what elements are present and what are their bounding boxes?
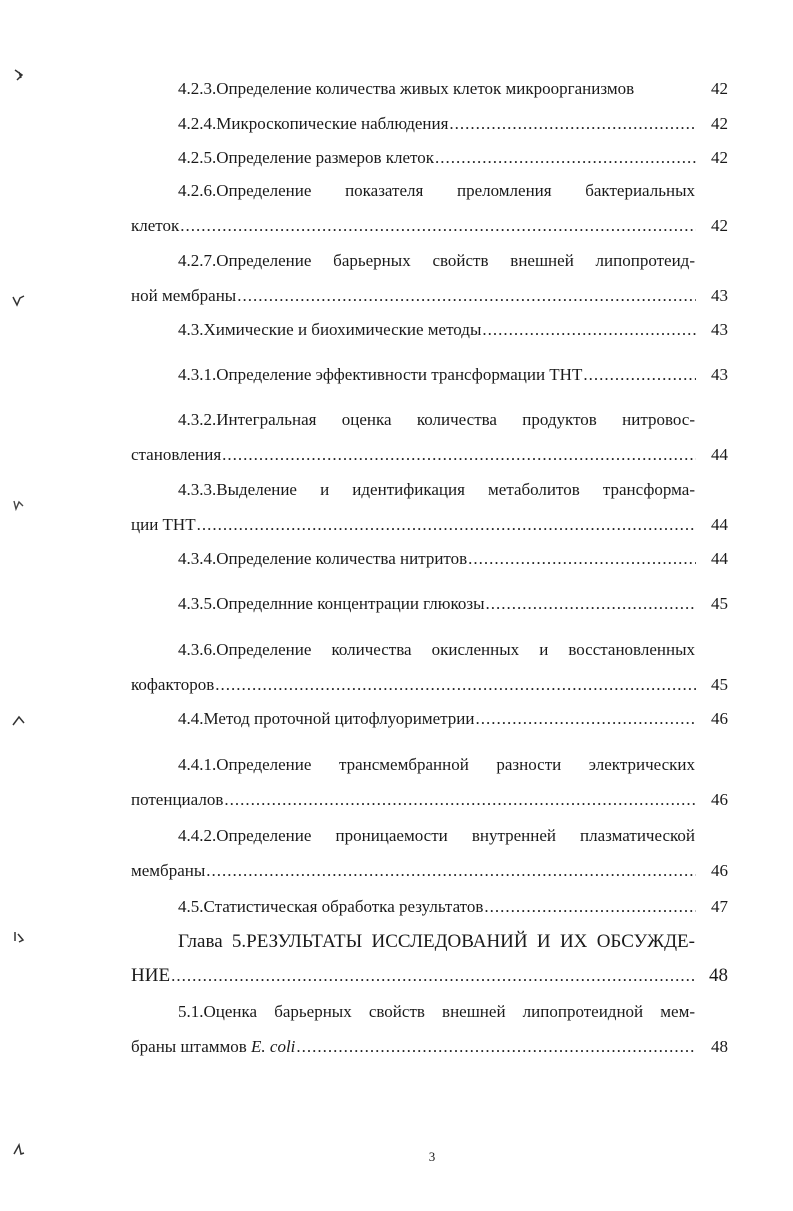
- toc-chapter-title-cont: НИЕ: [131, 965, 171, 986]
- toc-chapter-line1: [131, 930, 728, 954]
- dot-leader: [482, 318, 696, 342]
- toc-entry-title: 4.3.1.Определение эффективности трансформации ТНТ: [178, 365, 583, 384]
- toc-entry-page: 45: [711, 594, 728, 613]
- toc-entry-page: 43: [711, 320, 728, 339]
- dot-leader: [468, 547, 696, 571]
- scan-mark-icon: [10, 712, 28, 730]
- toc-entry-page: 44: [711, 515, 728, 534]
- toc-entry-line2: [131, 443, 728, 467]
- toc-entry-line2: [131, 284, 728, 308]
- toc-entry-page: 44: [711, 549, 728, 568]
- dot-leader: [435, 146, 696, 170]
- toc-entry-page: 42: [711, 79, 728, 98]
- toc-entry-page: 43: [711, 365, 728, 384]
- toc-entry: [178, 146, 728, 170]
- toc-entry-page: 47: [711, 897, 728, 916]
- dot-leader: [296, 1035, 696, 1059]
- toc-entry-title: 4.2.4.Микроскопические наблюдения: [178, 114, 449, 133]
- toc-entry-title: 4.3.4.Определение количества нитритов: [178, 549, 468, 568]
- toc-entry-line1: [131, 249, 728, 273]
- toc-entry-page: 42: [711, 216, 728, 235]
- dot-leader: [215, 673, 696, 697]
- toc-entry: [178, 895, 728, 919]
- toc-entry-line1: [131, 753, 728, 777]
- toc-entry-title-cont: становления: [131, 445, 222, 464]
- toc-entry-title: 4.4.Метод проточной цитофлуориметрии: [178, 709, 475, 728]
- toc-entry-title: 4.5.Статистическая обработка результатов: [178, 897, 484, 916]
- toc-entry-title-cont: потенциалов: [131, 790, 224, 809]
- toc-entry-line1: [131, 1000, 728, 1024]
- toc-entry-title-cont: клеток: [131, 216, 180, 235]
- toc-entry-line1: [131, 824, 728, 848]
- toc-entry: [178, 318, 728, 342]
- toc-entry-page: 48: [709, 965, 728, 986]
- toc-entry-page: 45: [711, 675, 728, 694]
- toc-entry-title-cont: ции ТНТ: [131, 515, 196, 534]
- dot-leader: [224, 788, 696, 812]
- page-number: 3: [428, 1149, 436, 1164]
- dot-leader: [583, 363, 696, 387]
- toc-entry: [178, 707, 728, 731]
- toc-entry-line2: [131, 1035, 728, 1059]
- toc-entry-title: 4.3.3.Выделение и идентификация метаболитов трансформа-: [178, 480, 695, 499]
- toc-entry: [178, 592, 728, 616]
- toc-entry-title-cont-a: браны штаммов: [131, 1037, 252, 1056]
- toc-entry-title: 5.1.Оценка барьерных свойств внешней липопротеидной мем-: [178, 1002, 695, 1021]
- scan-mark-icon: [10, 292, 28, 310]
- dot-leader: [475, 707, 696, 731]
- toc-entry-title: 4.2.6.Определение показателя преломления бактериальных: [178, 181, 695, 200]
- dot-leader: [222, 443, 696, 467]
- dot-leader: [180, 214, 696, 238]
- toc-entry-title-cont: мембраны: [131, 861, 206, 880]
- toc-entry-title: 4.2.3.Определение количества живых клеток микроорганизмов: [178, 79, 635, 98]
- toc-entry-line2: [131, 788, 728, 812]
- toc-entry-page: 42: [711, 114, 728, 133]
- toc-entry-title: 4.4.1.Определение трансмембранной разности электрических: [178, 755, 695, 774]
- scan-mark-icon: [10, 928, 28, 946]
- toc-entry-line2: [131, 859, 728, 883]
- dot-leader: [237, 284, 696, 308]
- toc-entry-line1: [131, 638, 728, 662]
- toc-entry-line1: [131, 478, 728, 502]
- toc-entry: [178, 77, 728, 101]
- dot-leader: [206, 859, 696, 883]
- scan-mark-icon: [10, 496, 28, 514]
- toc-entry-page: 46: [711, 861, 728, 880]
- dot-leader: [449, 112, 696, 136]
- toc-entry-title: 4.3.6.Определение количества окисленных и восстановленных: [178, 640, 695, 659]
- toc-chapter-line2: [131, 964, 728, 988]
- toc-entry-line2: [131, 214, 728, 238]
- toc-entry-page: 43: [711, 286, 728, 305]
- toc-chapter-title: Глава 5.РЕЗУЛЬТАТЫ ИССЛЕДОВАНИЙ И ИХ ОБСУЖДЕ-: [178, 931, 695, 952]
- toc-entry: [178, 363, 728, 387]
- toc-entry-line2: [131, 513, 728, 537]
- toc-entry-title: 4.3.2.Интегральная оценка количества продуктов нитровос-: [178, 410, 695, 429]
- toc-entry-page: 42: [711, 148, 728, 167]
- dot-leader: [197, 513, 696, 537]
- toc-entry-line2: [131, 673, 728, 697]
- toc-entry-title-cont: [131, 1035, 295, 1059]
- dot-leader: [171, 964, 696, 988]
- dot-leader: [486, 592, 697, 616]
- scan-mark-icon: [10, 66, 28, 84]
- dot-leader: [484, 895, 696, 919]
- toc-entry-title-cont: ной мембраны: [131, 286, 237, 305]
- toc-entry: [178, 547, 728, 571]
- toc-entry-title: 4.3.Химические и биохимические методы: [178, 320, 482, 339]
- toc-entry-line1: [131, 408, 728, 432]
- toc-entry: [178, 112, 728, 136]
- toc-entry-title: 4.2.7.Определение барьерных свойств внешней липопротеид-: [178, 251, 695, 270]
- species-name: E. coli: [251, 1037, 296, 1056]
- toc-entry-title: 4.2.5.Определение размеров клеток: [178, 148, 435, 167]
- toc-entry-page: 44: [711, 445, 728, 464]
- toc-entry-page: 46: [711, 709, 728, 728]
- toc-entry-line1: [131, 179, 728, 203]
- toc-entry-title: 4.4.2.Определение проницаемости внутренней плазматической: [178, 826, 695, 845]
- toc-entry-page: 48: [711, 1037, 728, 1056]
- toc-entry-title-cont: кофакторов: [131, 675, 215, 694]
- scan-mark-icon: [10, 1141, 28, 1159]
- toc-entry-title: 4.3.5.Определнние концентрации глюкозы: [178, 594, 485, 613]
- toc-entry-page: 46: [711, 790, 728, 809]
